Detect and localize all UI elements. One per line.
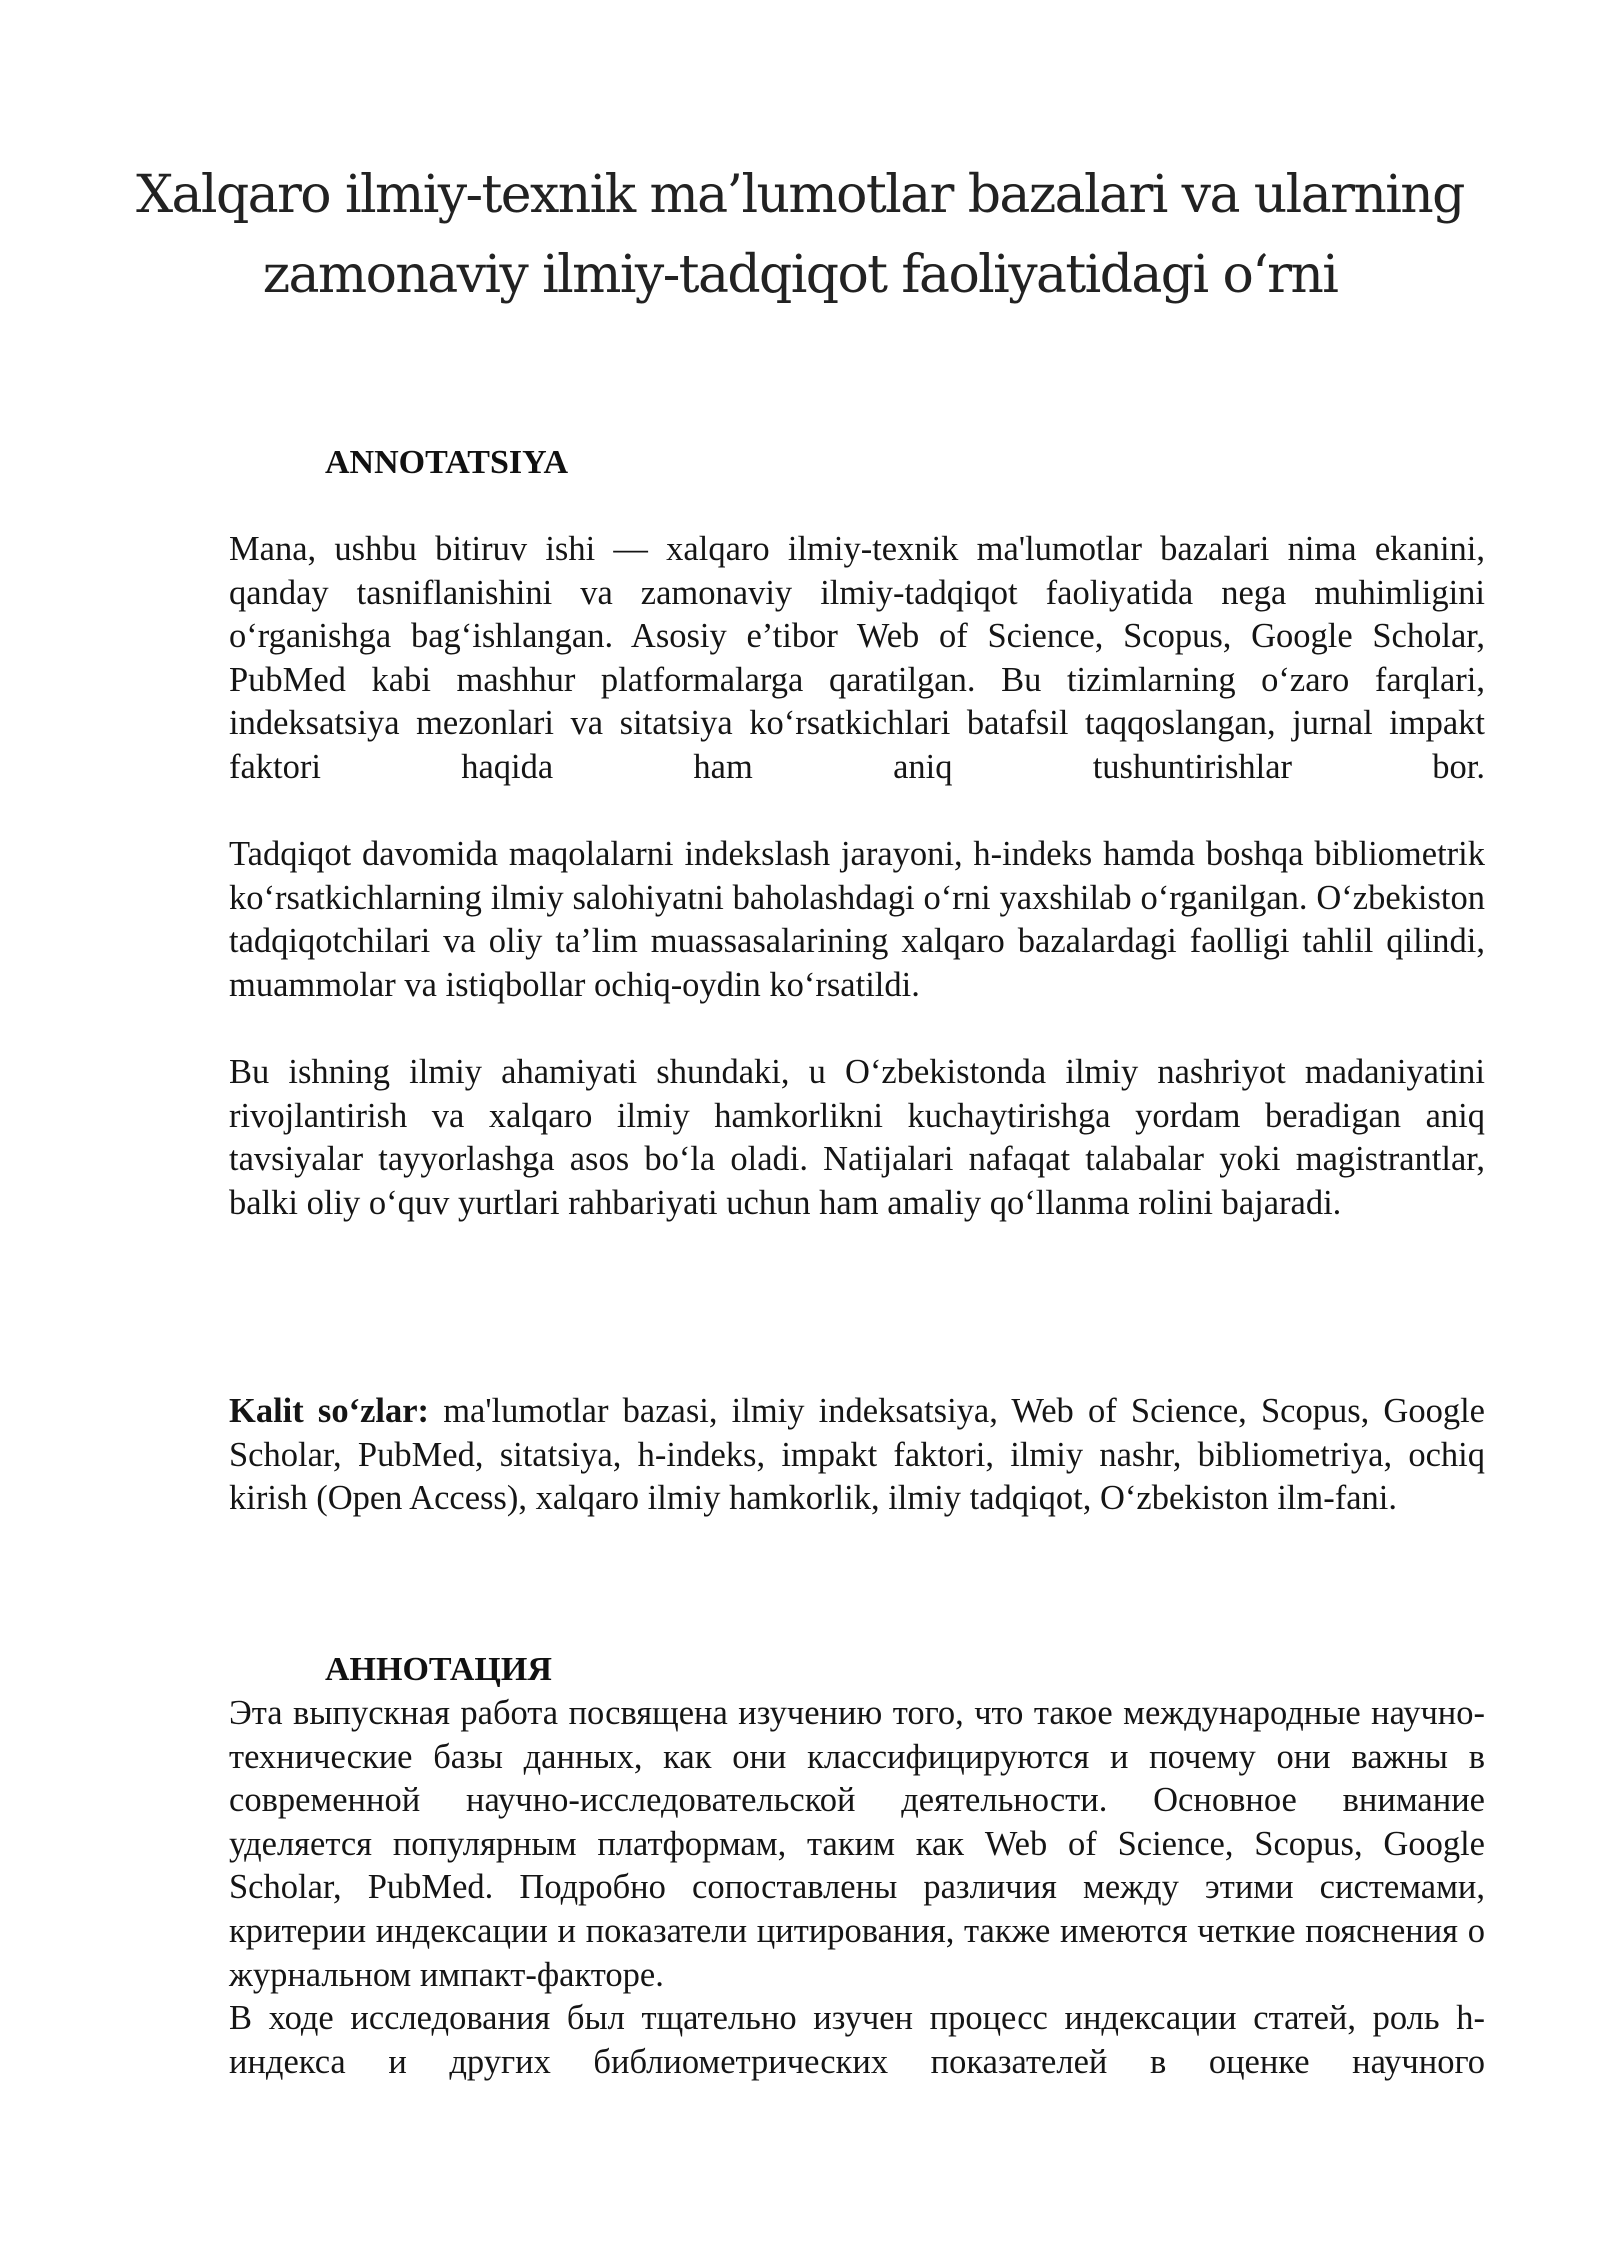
annotation-ru-paragraph-1: Эта выпускная работа посвящена изучению того, что такое международные научно-технические базы данных, как они классифицируются и почему они важны в современной научно-исследовательской деятельности. Основное внимание уделяется популярным платформам, таким как Web of Science, Scopus, Google Scholar, PubMed. Подробно сопоставлены различия между этими системами, критерии индексации и показатели цитирования, также имеются четкие пояснения о журнальном импакт-факторе. [229,1694,1485,1994]
annotation-uz-paragraph-2: Tadqiqot davomida maqolalarni indekslash jarayoni, h-indeks hamda boshqa bibliometrik ko‘rsatkichlarning ilmiy salohiyatni baholashdagi o‘rni yaxshilab o‘rganilgan. O‘zbekiston tadqiqotchilari va oliy ta’lim muassasalarining xalqaro bazalardagi faolligi tahlil qilindi, muammolar va istiqbollar ochiq-oydin ko‘rsatildi. [229,835,1485,1004]
title-line-1: Xalqaro ilmiy-texnik ma’lumotlar bazalari va ularning [136,165,1464,225]
keywords-text: ma'lumotlar bazasi, ilmiy indeksatsiya, Web of Science, Scopus, Google Scholar, PubMed, sitatsiya, h-indeks, impakt faktori, ilmiy nashr, bibliometriya, ochiq kirish (Open Access), xalqaro ilmiy hamkorlik, ilmiy tadqiqot, O‘zbekiston ilm-fani. [229,1392,1485,1518]
title-line-2: zamonaviy ilmiy-tadqiqot faoliyatidagi o‘rni [262,245,1338,305]
document-title [100,155,1500,315]
annotation-ru-heading: АННОТАЦИЯ [325,1651,552,1688]
annotation-uz-paragraph-3: Bu ishning ilmiy ahamiyati shundaki, u O‘zbekistonda ilmiy nashriyot madaniyatini rivojlantirish va xalqaro ilmiy hamkorlikni kuchaytirishga yordam beradigan aniq tavsiyalar tayyorlashga asos bo‘la oladi. Natijalari nafaqat talabalar yoki magistrantlar, balki oliy o‘quv yurtlari rahbariyati uchun ham amaliy qo‘llanma rolini bajaradi. [229,1053,1485,1222]
keywords-section [229,1390,1485,1521]
annotation-uz-paragraph-1: Mana, ushbu bitiruv ishi — xalqaro ilmiy-texnik ma'lumotlar bazalari nima ekanini, qanday tasniflanishini va zamonaviy ilmiy-tadqiqot faoliyatida nega muhimligini o‘rganishga bag‘ishlangan. Asosiy e’tibor Web of Science, Scopus, Google Scholar, PubMed kabi mashhur platformalarga qaratilgan. Bu tizimlarning o‘zaro farqlari, indeksatsiya mezonlari va sitatsiya ko‘rsatkichlari batafsil taqqoslangan, jurnal impakt faktori haqida ham aniq tushuntirishlar bor. [229,530,1485,786]
annotation-ru-body [229,1692,1485,2084]
annotation-uz-body [229,528,1485,1226]
annotation-ru-paragraph-2: В ходе исследования был тщательно изучен процесс индексации статей, роль h-индекса и других библиометрических показателей в оценке научного [229,1999,1485,2081]
annotation-uz-heading: ANNOTATSIYA [325,444,569,481]
keywords-paragraph [229,1390,1485,1521]
keywords-label: Kalit so‘zlar: [229,1392,430,1430]
